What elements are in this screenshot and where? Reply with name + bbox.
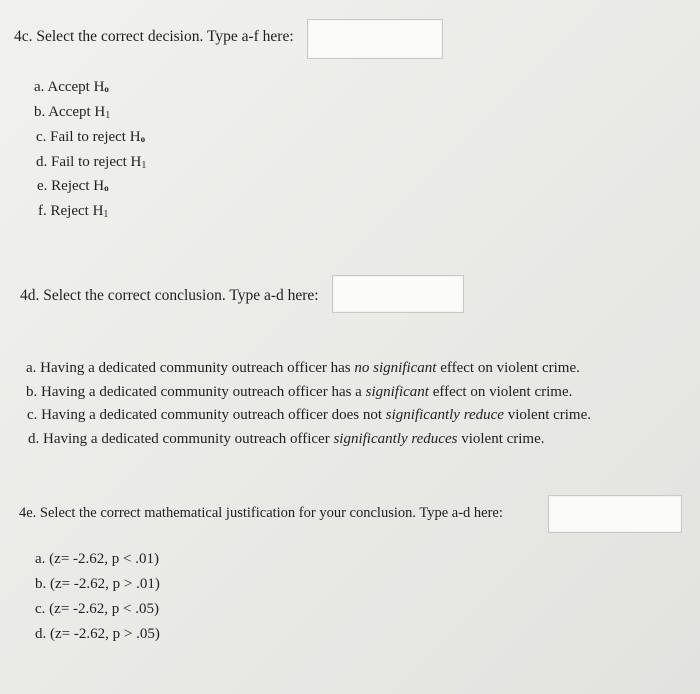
option-4c-e: e. Reject Ho bbox=[37, 178, 109, 194]
option-4c-b: b. Accept $H_1$ bbox=[34, 104, 111, 121]
answer-input-4c[interactable] bbox=[307, 19, 443, 59]
option-4c-d: d. Fail to reject $H_1$ bbox=[36, 154, 147, 171]
answer-input-4e[interactable] bbox=[548, 495, 682, 533]
option-4e-a: a. (z= -2.62, p < .01) bbox=[35, 551, 159, 567]
option-4d-c: c. Having a dedicated community outreach officer does not significantly reduce violent crime. bbox=[27, 407, 592, 423]
option-4d-a: a. Having a dedicated community outreach officer has no significant effect on violent crime. bbox=[26, 360, 580, 376]
option-4e-d: d. (z= -2.62, p > .05) bbox=[35, 626, 160, 642]
option-4c-a: a. Accept Ho bbox=[34, 79, 109, 95]
option-4c-c: c. Fail to reject Ho bbox=[36, 129, 146, 145]
question-4c-title: 4c. Select the correct decision. Type a-f here: bbox=[14, 28, 294, 45]
option-4d-d: d. Having a dedicated community outreach officer significantly reduces violent crime. bbox=[28, 431, 545, 447]
option-4d-b: b. Having a dedicated community outreach officer has a significant effect on violent crime. bbox=[26, 384, 573, 400]
answer-input-4d[interactable] bbox=[332, 275, 464, 313]
question-4d-title: 4d. Select the correct conclusion. Type a-d here: bbox=[20, 287, 319, 304]
question-4e-title: 4e. Select the correct mathematical justification for your conclusion. Type a-d here: bbox=[19, 505, 503, 521]
option-4c-f: f. Reject $H_1$ bbox=[38, 203, 109, 220]
option-4e-b: b. (z= -2.62, p > .01) bbox=[35, 576, 160, 592]
option-4e-c: c. (z= -2.62, p < .05) bbox=[35, 601, 159, 617]
